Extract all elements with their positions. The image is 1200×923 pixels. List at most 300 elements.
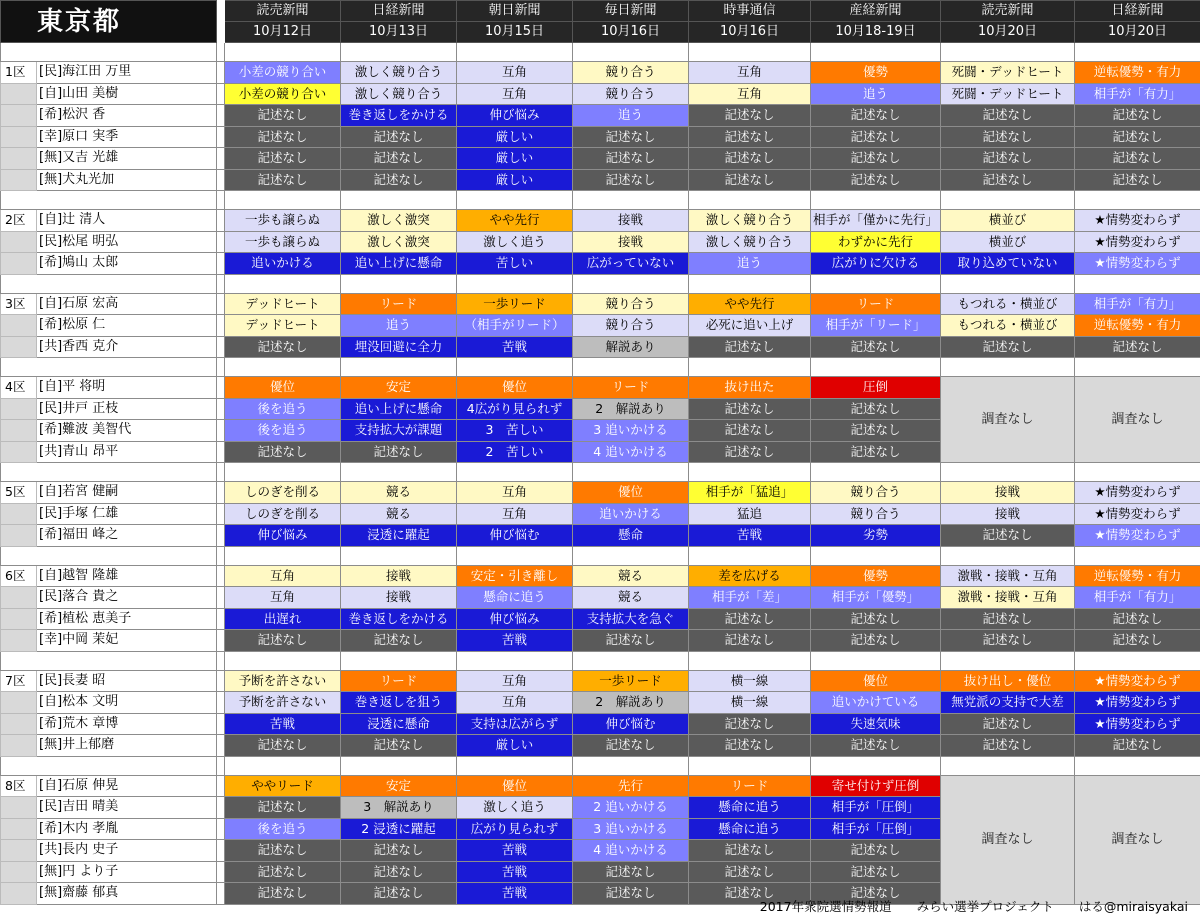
forecast-cell: 記述なし — [811, 735, 941, 757]
gap-cell — [1075, 651, 1200, 670]
gap-cell — [689, 358, 811, 377]
forecast-cell: 記述なし — [225, 336, 341, 358]
forecast-cell: 苦しい — [457, 253, 573, 275]
forecast-cell: 記述なし — [941, 336, 1075, 358]
forecast-cell: 厳しい — [457, 148, 573, 170]
spacer-cell — [217, 148, 225, 170]
spacer-cell — [217, 253, 225, 275]
gap-cell — [1, 546, 217, 565]
forecast-cell: 記述なし — [811, 420, 941, 442]
forecast-cell: 広がり見られず — [457, 818, 573, 840]
gap-cell — [1075, 358, 1200, 377]
district-label-blank — [1, 797, 37, 819]
spacer-cell — [217, 818, 225, 840]
forecast-cell: 支持は広がらず — [457, 713, 573, 735]
forecast-cell: 予断を許さない — [225, 670, 341, 692]
spacer-cell — [217, 62, 225, 84]
forecast-cell: 記述なし — [941, 735, 1075, 757]
district-gap-row — [1, 191, 1200, 210]
spacer-cell — [217, 293, 225, 315]
forecast-cell: 優勢 — [811, 62, 941, 84]
candidate-name: [希]松原 仁 — [37, 315, 217, 337]
forecast-cell: 優位 — [225, 377, 341, 399]
gap-cell — [573, 274, 689, 293]
district-gap-row — [1, 43, 1200, 62]
forecast-cell: リード — [341, 670, 457, 692]
district-label: 4区 — [1, 377, 37, 399]
gap-cell — [1075, 463, 1200, 482]
forecast-cell: 記述なし — [689, 105, 811, 127]
gap-cell — [341, 358, 457, 377]
forecast-cell: 記述なし — [225, 126, 341, 148]
forecast-cell: 抜け出し・優位 — [941, 670, 1075, 692]
forecast-cell: 3 追いかける — [573, 420, 689, 442]
district-label-blank — [1, 713, 37, 735]
forecast-cell: 記述なし — [341, 861, 457, 883]
forecast-cell: ★情勢変わらず — [1075, 692, 1200, 714]
forecast-cell: 記述なし — [1075, 148, 1200, 170]
district-label-blank — [1, 253, 37, 275]
gap-cell — [811, 358, 941, 377]
gap-cell — [341, 274, 457, 293]
candidate-name: [無]犬丸光加 — [37, 169, 217, 191]
forecast-cell: 取り込めていない — [941, 253, 1075, 275]
forecast-cell: 接戦 — [941, 482, 1075, 504]
forecast-cell: 巻き返しをかける — [341, 608, 457, 630]
district-label-blank — [1, 420, 37, 442]
forecast-cell: 伸び悩み — [457, 105, 573, 127]
forecast-cell: 激しく競り合う — [341, 83, 457, 105]
forecast-cell: しのぎを削る — [225, 482, 341, 504]
district-label: 7区 — [1, 670, 37, 692]
forecast-cell: 記述なし — [1075, 608, 1200, 630]
district-label-blank — [1, 735, 37, 757]
forecast-cell: 記述なし — [941, 608, 1075, 630]
forecast-cell: 記述なし — [341, 883, 457, 905]
forecast-cell: 互角 — [225, 587, 341, 609]
district-label: 6区 — [1, 565, 37, 587]
forecast-cell: 互角 — [457, 83, 573, 105]
gap-cell — [573, 756, 689, 775]
forecast-cell: 記述なし — [341, 735, 457, 757]
forecast-cell: 無党派の支持で大差 — [941, 692, 1075, 714]
forecast-cell: 記述なし — [689, 883, 811, 905]
forecast-cell: 記述なし — [689, 861, 811, 883]
forecast-cell: （相手がリード） — [457, 315, 573, 337]
candidate-name: [民]長妻 昭 — [37, 670, 217, 692]
forecast-cell: 3 苦しい — [457, 420, 573, 442]
forecast-cell: 一歩リード — [457, 293, 573, 315]
spacer-cell — [217, 169, 225, 191]
candidate-name: [自]石原 伸晃 — [37, 775, 217, 797]
forecast-cell: 記述なし — [689, 735, 811, 757]
candidate-name: [希]福田 峰之 — [37, 525, 217, 547]
forecast-cell: 競り合う — [811, 503, 941, 525]
forecast-cell: 4広がり見られず — [457, 398, 573, 420]
candidate-name: [無]円 より子 — [37, 861, 217, 883]
gap-cell — [941, 191, 1075, 210]
candidate-row — [1, 105, 1200, 127]
forecast-cell: 記述なし — [225, 735, 341, 757]
gap-cell — [689, 756, 811, 775]
spacer-cell — [217, 315, 225, 337]
forecast-cell: ややリード — [225, 775, 341, 797]
column-date: 10月20日 — [941, 22, 1075, 43]
forecast-cell: 相手が「僅かに先行」 — [811, 210, 941, 232]
candidate-name: [希]植松 恵美子 — [37, 608, 217, 630]
spacer-cell — [217, 441, 225, 463]
candidate-name: [共]青山 昂平 — [37, 441, 217, 463]
forecast-cell: 競り合う — [573, 62, 689, 84]
column-date: 10月12日 — [225, 22, 341, 43]
forecast-cell: 記述なし — [225, 105, 341, 127]
spacer-cell — [217, 503, 225, 525]
forecast-cell: 記述なし — [573, 735, 689, 757]
forecast-cell: 追う — [811, 83, 941, 105]
survey-none-cell: 調査なし — [941, 775, 1075, 904]
forecast-cell: 接戦 — [573, 231, 689, 253]
district-label-blank — [1, 608, 37, 630]
district-label: 3区 — [1, 293, 37, 315]
candidate-row — [1, 148, 1200, 170]
gap-cell — [341, 463, 457, 482]
district-label-blank — [1, 126, 37, 148]
candidate-name: [自]若宮 健嗣 — [37, 482, 217, 504]
district-label-blank — [1, 441, 37, 463]
gap-cell — [341, 756, 457, 775]
forecast-cell: 厳しい — [457, 126, 573, 148]
forecast-cell: 記述なし — [1075, 126, 1200, 148]
forecast-cell: 出遅れ — [225, 608, 341, 630]
forecast-cell: 苦戦 — [689, 525, 811, 547]
spacer-cell — [217, 797, 225, 819]
gap-cell — [573, 651, 689, 670]
candidate-row — [1, 253, 1200, 275]
gap-cell — [1, 191, 217, 210]
gap-cell — [457, 546, 573, 565]
forecast-cell: 一歩も譲らぬ — [225, 231, 341, 253]
forecast-cell: ★情勢変わらず — [1075, 210, 1200, 232]
forecast-cell: 記述なし — [689, 148, 811, 170]
gap-cell — [573, 43, 689, 62]
spacer-cell — [217, 83, 225, 105]
forecast-cell: 死闘・デッドヒート — [941, 62, 1075, 84]
forecast-cell: 記述なし — [811, 883, 941, 905]
forecast-cell: 記述なし — [941, 630, 1075, 652]
spacer-cell — [217, 670, 225, 692]
forecast-cell: もつれる・横並び — [941, 315, 1075, 337]
survey-none-cell: 調査なし — [1075, 377, 1200, 463]
forecast-cell: 伸び悩む — [573, 713, 689, 735]
forecast-cell: 優位 — [573, 482, 689, 504]
forecast-cell: 競り合う — [573, 315, 689, 337]
gap-cell — [217, 756, 225, 775]
spacer-cell — [217, 861, 225, 883]
forecast-cell: 相手が「有力」 — [1075, 83, 1200, 105]
gap-cell — [225, 358, 341, 377]
gap-cell — [1075, 756, 1200, 775]
district-label-blank — [1, 105, 37, 127]
forecast-cell: 相手が「有力」 — [1075, 293, 1200, 315]
candidate-name: [民]海江田 万里 — [37, 62, 217, 84]
district-gap-row — [1, 756, 1200, 775]
forecast-cell: 浸透に懸命 — [341, 713, 457, 735]
forecast-cell: 激しく追う — [457, 797, 573, 819]
gap-cell — [1075, 43, 1200, 62]
spacer-cell — [217, 420, 225, 442]
forecast-cell: 相手が「圧倒」 — [811, 818, 941, 840]
gap-cell — [341, 43, 457, 62]
candidate-name: [無]又吉 光雄 — [37, 148, 217, 170]
district-label-blank — [1, 818, 37, 840]
forecast-cell: 記述なし — [689, 336, 811, 358]
gap-cell — [811, 651, 941, 670]
forecast-cell: 記述なし — [689, 169, 811, 191]
candidate-row — [1, 231, 1200, 253]
forecast-cell: 予断を許さない — [225, 692, 341, 714]
candidate-name: [民]吉田 晴美 — [37, 797, 217, 819]
forecast-cell: やや先行 — [689, 293, 811, 315]
gap-cell — [225, 651, 341, 670]
forecast-cell: 競り合う — [573, 83, 689, 105]
forecast-cell: リード — [689, 775, 811, 797]
spacer-cell — [217, 105, 225, 127]
forecast-cell: 記述なし — [811, 398, 941, 420]
spacer-cell — [217, 398, 225, 420]
forecast-cell: 逆転優勢・有力 — [1075, 565, 1200, 587]
spacer-cell — [217, 525, 225, 547]
district-gap-row — [1, 463, 1200, 482]
district-label-blank — [1, 148, 37, 170]
forecast-cell: 追いかけている — [811, 692, 941, 714]
forecast-cell: 記述なし — [225, 861, 341, 883]
candidate-name: [無]井上郁磨 — [37, 735, 217, 757]
forecast-cell: 苦戦 — [457, 630, 573, 652]
page-title: 東京都 — [1, 1, 217, 43]
gap-cell — [217, 191, 225, 210]
forecast-cell: 追う — [341, 315, 457, 337]
candidate-row — [1, 315, 1200, 337]
gap-cell — [1, 651, 217, 670]
forecast-cell: 支持拡大が課題 — [341, 420, 457, 442]
forecast-cell: 伸び悩み — [457, 608, 573, 630]
forecast-cell: 記述なし — [1075, 630, 1200, 652]
gap-cell — [217, 43, 225, 62]
forecast-cell: 苦戦 — [457, 861, 573, 883]
forecast-cell: 記述なし — [573, 630, 689, 652]
forecast-cell: 互角 — [457, 482, 573, 504]
candidate-row — [1, 293, 1200, 315]
forecast-cell: 優位 — [811, 670, 941, 692]
forecast-cell: 失速気味 — [811, 713, 941, 735]
forecast-cell: 記述なし — [941, 713, 1075, 735]
forecast-cell: 記述なし — [811, 336, 941, 358]
forecast-cell: 記述なし — [811, 861, 941, 883]
forecast-cell: 厳しい — [457, 735, 573, 757]
gap-cell — [341, 191, 457, 210]
candidate-row — [1, 565, 1200, 587]
gap-cell — [1075, 546, 1200, 565]
spacer-cell — [217, 840, 225, 862]
gap-cell — [1075, 191, 1200, 210]
forecast-cell: 記述なし — [941, 126, 1075, 148]
candidate-name: [民]手塚 仁雄 — [37, 503, 217, 525]
forecast-cell: 相手が「優勢」 — [811, 587, 941, 609]
forecast-cell: 横並び — [941, 231, 1075, 253]
gap-cell — [225, 191, 341, 210]
forecast-cell: 一歩も譲らぬ — [225, 210, 341, 232]
forecast-cell: 記述なし — [941, 169, 1075, 191]
footer-credit: 2017年衆院選情勢報道 みらい選挙プロジェクト はる@miraisyakai — [0, 896, 1200, 918]
district-label-blank — [1, 83, 37, 105]
gap-cell — [217, 651, 225, 670]
forecast-cell: 記述なし — [689, 126, 811, 148]
district-label-blank — [1, 336, 37, 358]
column-paper: 時事通信 — [689, 1, 811, 22]
forecast-cell: 後を追う — [225, 420, 341, 442]
forecast-cell: 相手が「圧倒」 — [811, 797, 941, 819]
gap-cell — [225, 463, 341, 482]
forecast-cell: 苦戦 — [457, 336, 573, 358]
column-paper: 読売新聞 — [941, 1, 1075, 22]
forecast-cell: 記述なし — [689, 420, 811, 442]
district-label-blank — [1, 692, 37, 714]
gap-cell — [1075, 274, 1200, 293]
forecast-cell: 接戦 — [341, 565, 457, 587]
forecast-cell: 懸命に追う — [457, 587, 573, 609]
spacer-cell — [217, 713, 225, 735]
gap-cell — [457, 43, 573, 62]
forecast-cell: 小差の競り合い — [225, 62, 341, 84]
forecast-cell: 記述なし — [573, 126, 689, 148]
gap-cell — [217, 463, 225, 482]
forecast-cell: やや先行 — [457, 210, 573, 232]
forecast-cell: 記述なし — [573, 148, 689, 170]
gap-cell — [811, 274, 941, 293]
candidate-row — [1, 775, 1200, 797]
candidate-name: [自]辻 清人 — [37, 210, 217, 232]
forecast-cell: 寄せ付けず圧倒 — [811, 775, 941, 797]
forecast-cell: 圧倒 — [811, 377, 941, 399]
district-label-blank — [1, 587, 37, 609]
forecast-cell: 記述なし — [811, 840, 941, 862]
forecast-cell: リード — [341, 293, 457, 315]
district-label: 5区 — [1, 482, 37, 504]
gap-cell — [457, 358, 573, 377]
survey-none-cell: 調査なし — [1075, 775, 1200, 904]
forecast-cell: ★情勢変わらず — [1075, 525, 1200, 547]
forecast-cell: 伸び悩み — [225, 525, 341, 547]
forecast-cell: 互角 — [689, 83, 811, 105]
forecast-cell: 激しく激突 — [341, 231, 457, 253]
forecast-cell: 激しく激突 — [341, 210, 457, 232]
forecast-cell: 横一線 — [689, 670, 811, 692]
district-label-blank — [1, 861, 37, 883]
column-paper: 読売新聞 — [225, 1, 341, 22]
forecast-cell: 追いかける — [573, 503, 689, 525]
gap-cell — [811, 43, 941, 62]
forecast-cell: 先行 — [573, 775, 689, 797]
forecast-cell: 記述なし — [689, 840, 811, 862]
forecast-cell: デッドヒート — [225, 293, 341, 315]
forecast-cell: リード — [573, 377, 689, 399]
spacer-cell — [217, 775, 225, 797]
spacer-cell — [217, 565, 225, 587]
gap-cell — [689, 463, 811, 482]
forecast-cell: 記述なし — [689, 713, 811, 735]
forecast-cell: 苦戦 — [225, 713, 341, 735]
spacer-cell — [217, 377, 225, 399]
forecast-cell: 互角 — [457, 62, 573, 84]
gap-cell — [573, 546, 689, 565]
header-row-paper — [1, 1, 1200, 22]
gap-cell — [1, 463, 217, 482]
gap-cell — [941, 463, 1075, 482]
gap-cell — [225, 756, 341, 775]
spacer-cell — [217, 630, 225, 652]
forecast-cell: リード — [811, 293, 941, 315]
forecast-cell: 記述なし — [689, 398, 811, 420]
gap-cell — [811, 546, 941, 565]
forecast-cell: ★情勢変わらず — [1075, 503, 1200, 525]
forecast-cell: 支持拡大を急ぐ — [573, 608, 689, 630]
candidate-name: [民]落合 貴之 — [37, 587, 217, 609]
column-date: 10月20日 — [1075, 22, 1200, 43]
candidate-name: [希]荒木 章博 — [37, 713, 217, 735]
gap-cell — [341, 651, 457, 670]
forecast-cell: 必死に追い上げ — [689, 315, 811, 337]
gap-cell — [457, 274, 573, 293]
forecast-cell: 一歩リード — [573, 670, 689, 692]
forecast-cell: 記述なし — [573, 883, 689, 905]
forecast-cell: 記述なし — [341, 630, 457, 652]
forecast-cell: 2 解説あり — [573, 692, 689, 714]
gap-cell — [1, 274, 217, 293]
district-label-blank — [1, 231, 37, 253]
gap-cell — [573, 463, 689, 482]
gap-cell — [225, 43, 341, 62]
gap-cell — [689, 43, 811, 62]
candidate-name: [自]平 将明 — [37, 377, 217, 399]
candidate-name: [希]木内 孝胤 — [37, 818, 217, 840]
candidate-row — [1, 525, 1200, 547]
gap-cell — [941, 756, 1075, 775]
forecast-cell: 激しく競り合う — [341, 62, 457, 84]
forecast-cell: 優位 — [457, 775, 573, 797]
forecast-cell: 記述なし — [811, 608, 941, 630]
candidate-row — [1, 587, 1200, 609]
forecast-cell: 埋没回避に全力 — [341, 336, 457, 358]
district-label: 8区 — [1, 775, 37, 797]
table-body — [1, 1, 1200, 923]
gap-cell — [225, 274, 341, 293]
district-label-blank — [1, 503, 37, 525]
forecast-cell: 猛追 — [689, 503, 811, 525]
district-label-blank — [1, 525, 37, 547]
gap-cell — [457, 191, 573, 210]
forecast-cell: 安定 — [341, 775, 457, 797]
forecast-cell: 記述なし — [225, 441, 341, 463]
forecast-cell: 激戦・接戦・互角 — [941, 565, 1075, 587]
gap-cell — [341, 546, 457, 565]
forecast-cell: 激しく追う — [457, 231, 573, 253]
candidate-row — [1, 630, 1200, 652]
forecast-cell: ★情勢変わらず — [1075, 670, 1200, 692]
gap-cell — [689, 651, 811, 670]
forecast-cell: 互角 — [225, 565, 341, 587]
forecast-cell: 記述なし — [573, 861, 689, 883]
candidate-row — [1, 670, 1200, 692]
